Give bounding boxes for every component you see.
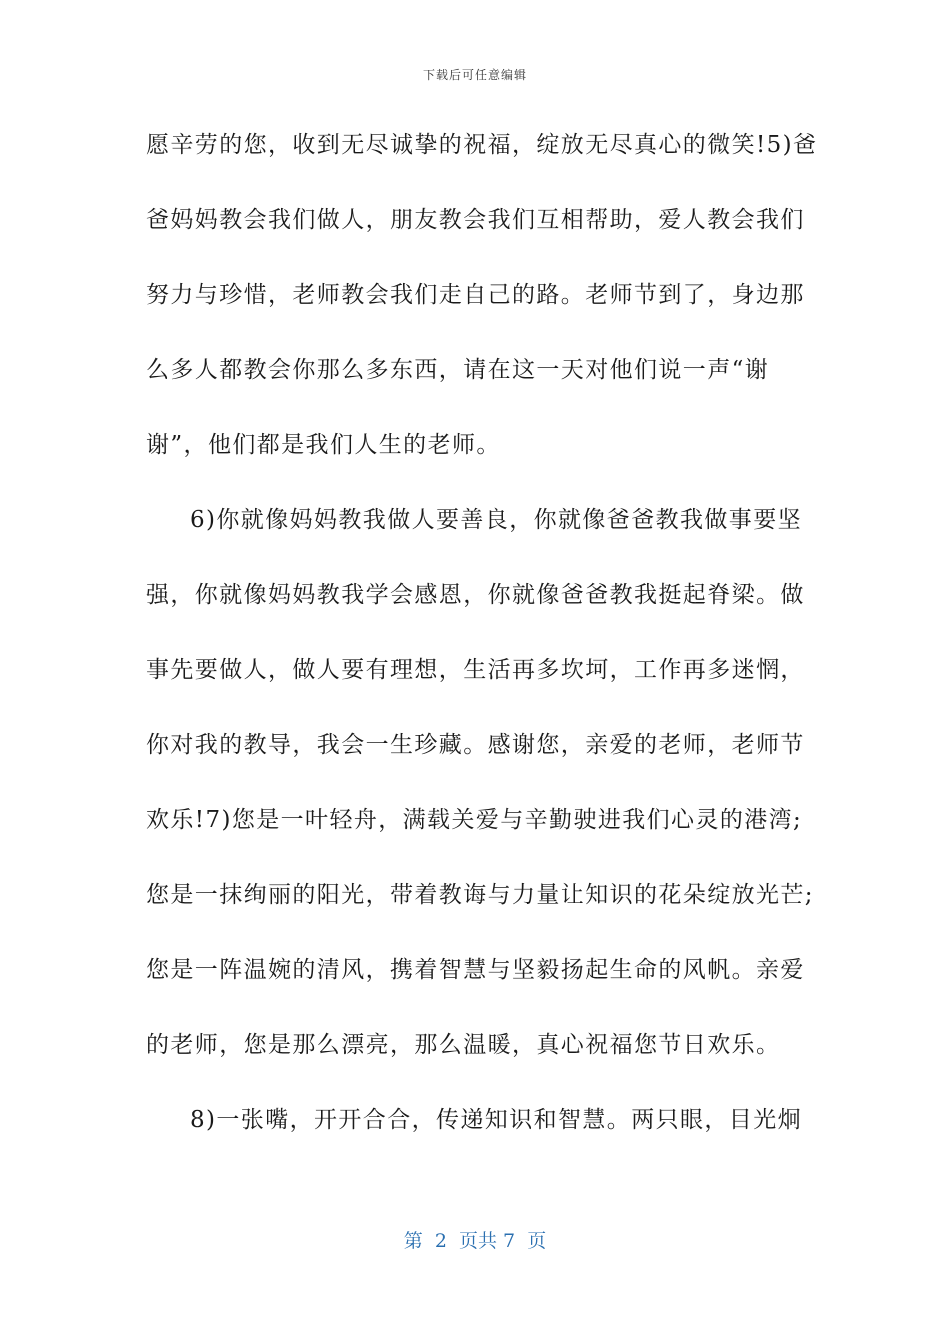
text-line: 么多人都教会你那么多东西，请在这一天对他们说一声“谢	[146, 357, 770, 383]
text-line: 的老师，您是那么漂亮，那么温暖，真心祝福您节日欢乐。	[146, 1032, 781, 1058]
text-line: 8)一张嘴，开开合合，传递知识和智慧。两只眼，目光炯	[190, 1107, 803, 1133]
text-line: 您是一抹绚丽的阳光，带着教诲与力量让知识的花朵绽放光芒;	[146, 882, 814, 908]
text-line: 你对我的教导，我会一生珍藏。感谢您，亲爱的老师，老师节	[146, 732, 805, 758]
text-line: 爸妈妈教会我们做人，朋友教会我们互相帮助，爱人教会我们	[146, 207, 805, 233]
text-line: 您是一阵温婉的清风，携着智慧与坚毅扬起生命的风帆。亲爱	[146, 957, 805, 983]
page-number-footer: 第 2 页共 7 页	[403, 1230, 547, 1252]
text-line: 愿辛劳的您，收到无尽诚挚的祝福，绽放无尽真心的微笑!5)爸	[146, 132, 818, 158]
text-line: 谢”，他们都是我们人生的老师。	[146, 432, 501, 458]
text-line: 6)你就像妈妈教我做人要善良，你就像爸爸教我做事要坚	[190, 507, 803, 533]
text-line: 欢乐!7)您是一叶轻舟，满载关爱与辛勤驶进我们心灵的港湾;	[146, 807, 803, 833]
text-line: 努力与珍惜，老师教会我们走自己的路。老师节到了，身边那	[146, 282, 805, 308]
text-line: 强，你就像妈妈教我学会感恩，你就像爸爸教我挺起脊梁。做	[146, 582, 805, 608]
text-line: 事先要做人，做人要有理想，生活再多坎坷，工作再多迷惘，	[146, 657, 805, 683]
header-note: 下载后可任意编辑	[422, 68, 527, 82]
